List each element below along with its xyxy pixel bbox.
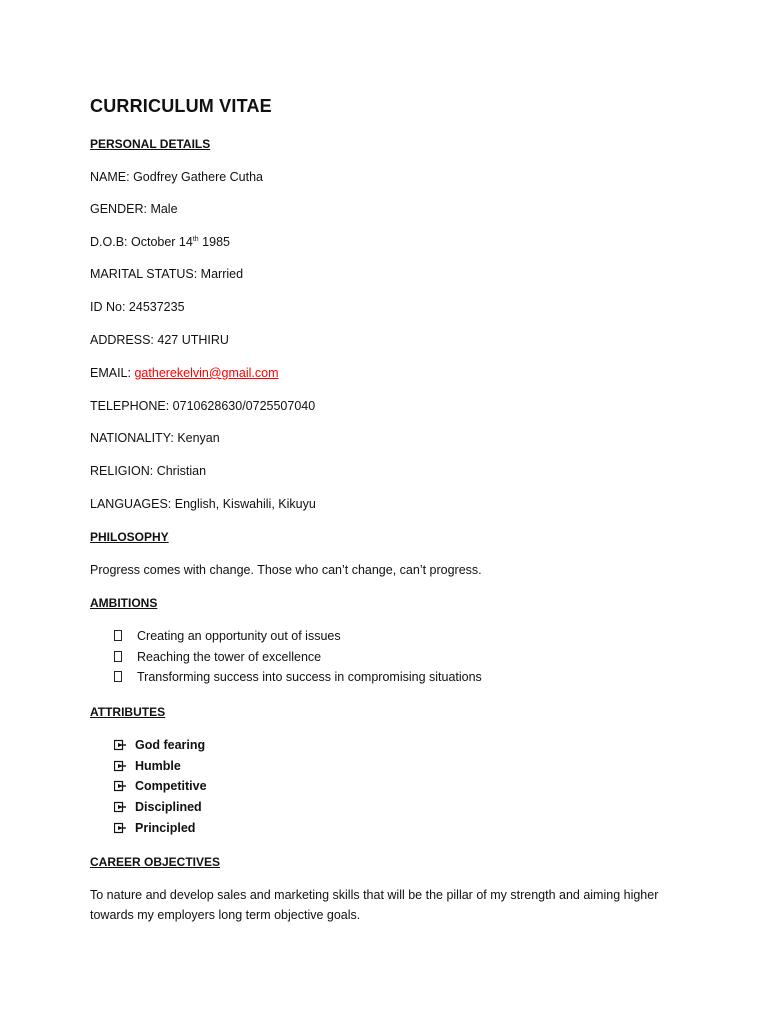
gender-line [90,202,178,216]
career-objectives-text: To nature and develop sales and marketing skills that will be the pillar of my strength and aiming higher towards my employers long term objective goals. [90,888,659,922]
section-heading-philosophy: PHILOSOPHY [90,530,169,544]
name-line [90,170,263,184]
gender-value: Male [150,202,178,216]
section-heading-ambitions: AMBITIONS [90,596,158,610]
marital-value: Married [200,267,244,281]
attribute-item [114,738,205,752]
attribute-item [114,800,202,814]
attribute-text: Competitive [135,779,207,793]
marital-status-line [90,267,243,281]
nationality-line [90,431,220,445]
name-label: NAME: [90,170,130,184]
dob-ordinal-suffix: th [192,235,199,243]
dob-month-day: October 14 [131,235,193,249]
attribute-item [114,821,195,835]
philosophy-text: Progress comes with change. Those who can’t change, can’t progress. [90,563,482,577]
email-line [90,366,279,380]
checkbox-arrow-icon [114,739,126,751]
ambition-item [114,650,321,664]
square-outline-icon [114,651,122,662]
checkbox-arrow-icon [114,760,126,772]
ambition-text: Creating an opportunity out of issues [137,629,341,643]
ambition-item [114,670,482,684]
id-value: 24537235 [128,300,185,314]
telephone-line [90,399,315,413]
dob-line [90,235,230,249]
checkbox-arrow-icon [114,822,126,834]
address-label: ADDRESS: [90,333,154,347]
section-heading-attributes: ATTRIBUTES [90,705,166,719]
ambition-item [114,629,341,643]
languages-label: LANGUAGES: [90,497,172,511]
attribute-item [114,779,207,793]
attribute-text: Humble [135,759,181,773]
section-heading-personal-details: PERSONAL DETAILS [90,137,211,151]
religion-label: RELIGION: [90,464,154,478]
attribute-text: Principled [135,821,196,835]
attribute-text: God fearing [135,738,206,752]
document-title: CURRICULUM VITAE [90,96,272,116]
checkbox-arrow-icon [114,780,126,792]
name-value: Godfrey Gathere Cutha [133,170,264,184]
email-link[interactable]: gatherekelvin@gmail.com [134,366,279,380]
ambition-text: Reaching the tower of excellence [137,650,322,664]
ambition-text: Transforming success into success in compromising situations [137,670,482,684]
id-line [90,300,185,314]
email-label: EMAIL: [90,366,131,380]
religion-value: Christian [156,464,207,478]
religion-line [90,464,206,478]
marital-label: MARITAL STATUS: [90,267,198,281]
dob-year: 1985 [202,235,230,249]
dob-label: D.O.B: [90,235,128,249]
languages-line [90,497,316,511]
address-line [90,333,229,347]
languages-value: English, Kiswahili, Kikuyu [174,497,316,511]
gender-label: GENDER: [90,202,147,216]
id-label: ID No: [90,300,126,314]
telephone-label: TELEPHONE: [90,399,170,413]
telephone-value: 0710628630/0725507040 [172,399,316,413]
checkbox-arrow-icon [114,801,126,813]
attribute-item [114,759,181,773]
nationality-label: NATIONALITY: [90,431,174,445]
address-value: 427 UTHIRU [157,333,229,347]
nationality-value: Kenyan [177,431,220,445]
square-outline-icon [114,630,122,641]
attribute-text: Disciplined [135,800,202,814]
square-outline-icon [114,671,122,682]
section-heading-career-objectives: CAREER OBJECTIVES [90,855,221,869]
